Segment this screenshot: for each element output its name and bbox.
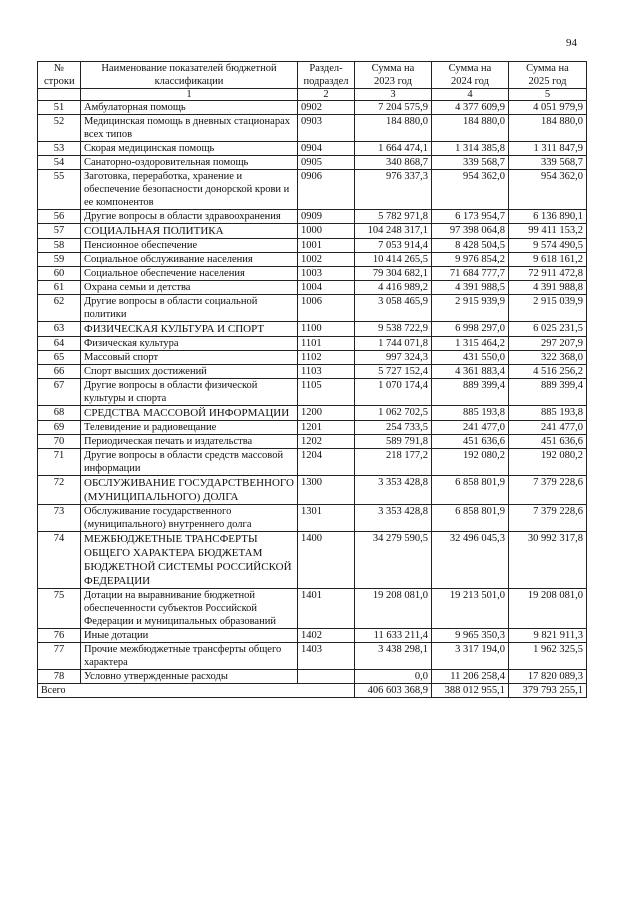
row-sum-2024: 8 428 504,5 bbox=[432, 239, 509, 253]
row-sum-2023: 11 633 211,4 bbox=[355, 629, 432, 643]
row-name: Другие вопросы в области социальной политики bbox=[81, 295, 298, 322]
row-sum-2023: 34 279 590,5 bbox=[355, 532, 432, 589]
row-sum-2024: 431 550,0 bbox=[432, 351, 509, 365]
row-sum-2025: 9 618 161,2 bbox=[509, 253, 587, 267]
row-number: 72 bbox=[38, 476, 81, 505]
row-section-code: 1402 bbox=[298, 629, 355, 643]
row-sum-2025: 6 025 231,5 bbox=[509, 322, 587, 337]
table-row bbox=[38, 322, 587, 337]
row-sum-2023: 1 062 702,5 bbox=[355, 406, 432, 421]
row-name: Санаторно-оздоровительная помощь bbox=[81, 156, 298, 170]
row-sum-2024: 9 976 854,2 bbox=[432, 253, 509, 267]
row-sum-2023: 5 727 152,4 bbox=[355, 365, 432, 379]
row-sum-2023: 3 353 428,8 bbox=[355, 505, 432, 532]
row-sum-2025: 19 208 081,0 bbox=[509, 589, 587, 629]
row-sum-2023: 589 791,8 bbox=[355, 435, 432, 449]
row-sum-2024: 451 636,6 bbox=[432, 435, 509, 449]
table-row bbox=[38, 295, 587, 322]
row-number: 63 bbox=[38, 322, 81, 337]
budget-table bbox=[37, 61, 587, 698]
row-sum-2024: 32 496 045,3 bbox=[432, 532, 509, 589]
row-section-code: 1400 bbox=[298, 532, 355, 589]
table-row bbox=[38, 115, 587, 142]
row-sum-2024: 11 206 258,4 bbox=[432, 670, 509, 684]
row-sum-2025: 72 911 472,8 bbox=[509, 267, 587, 281]
row-sum-2024: 241 477,0 bbox=[432, 421, 509, 435]
row-number: 77 bbox=[38, 643, 81, 670]
row-section-code: 1006 bbox=[298, 295, 355, 322]
row-name: Социальное обеспечение населения bbox=[81, 267, 298, 281]
table-row bbox=[38, 589, 587, 629]
header-num-5: 5 bbox=[509, 89, 587, 101]
row-name: Скорая медицинская помощь bbox=[81, 142, 298, 156]
total-row bbox=[38, 684, 587, 698]
row-sum-2024: 6 998 297,0 bbox=[432, 322, 509, 337]
row-section-code: 1003 bbox=[298, 267, 355, 281]
row-sum-2023: 5 782 971,8 bbox=[355, 210, 432, 224]
row-section-code: 1201 bbox=[298, 421, 355, 435]
row-section-code: 1102 bbox=[298, 351, 355, 365]
row-sum-2024: 885 193,8 bbox=[432, 406, 509, 421]
row-sum-2025: 2 915 039,9 bbox=[509, 295, 587, 322]
table-row bbox=[38, 476, 587, 505]
row-sum-2024: 4 391 988,5 bbox=[432, 281, 509, 295]
row-section-code: 0909 bbox=[298, 210, 355, 224]
row-sum-2025: 9 821 911,3 bbox=[509, 629, 587, 643]
row-name: Социальное обслуживание населения bbox=[81, 253, 298, 267]
table-body bbox=[38, 101, 587, 684]
row-name: ОБСЛУЖИВАНИЕ ГОСУДАРСТВЕННОГО (МУНИЦИПАЛЬНОГО) ДОЛГА bbox=[81, 476, 298, 505]
row-sum-2024: 192 080,2 bbox=[432, 449, 509, 476]
row-sum-2023: 1 664 474,1 bbox=[355, 142, 432, 156]
row-number: 56 bbox=[38, 210, 81, 224]
table-row bbox=[38, 406, 587, 421]
row-section-code: 1200 bbox=[298, 406, 355, 421]
table-row bbox=[38, 379, 587, 406]
table-row bbox=[38, 253, 587, 267]
row-section-code: 1101 bbox=[298, 337, 355, 351]
row-number: 75 bbox=[38, 589, 81, 629]
table-row bbox=[38, 156, 587, 170]
header-row bbox=[38, 62, 587, 89]
header-num-4: 4 bbox=[432, 89, 509, 101]
row-name: Другие вопросы в области здравоохранения bbox=[81, 210, 298, 224]
row-sum-2024: 19 213 501,0 bbox=[432, 589, 509, 629]
row-sum-2023: 1 070 174,4 bbox=[355, 379, 432, 406]
page-number: 94 bbox=[566, 37, 577, 49]
table-row bbox=[38, 449, 587, 476]
row-sum-2025: 6 136 890,1 bbox=[509, 210, 587, 224]
row-sum-2024: 2 915 939,9 bbox=[432, 295, 509, 322]
row-section-code: 1002 bbox=[298, 253, 355, 267]
row-sum-2023: 254 733,5 bbox=[355, 421, 432, 435]
row-number: 52 bbox=[38, 115, 81, 142]
header-num-2: 2 bbox=[298, 89, 355, 101]
row-number: 62 bbox=[38, 295, 81, 322]
row-number: 61 bbox=[38, 281, 81, 295]
table-row bbox=[38, 142, 587, 156]
header-sum-2025: Сумма на 2025 год bbox=[509, 62, 587, 89]
row-number: 64 bbox=[38, 337, 81, 351]
row-number: 76 bbox=[38, 629, 81, 643]
row-section-code: 0904 bbox=[298, 142, 355, 156]
row-name: Заготовка, переработка, хранение и обеспечение безопасности донорской крови и ее компонентов bbox=[81, 170, 298, 210]
row-sum-2023: 19 208 081,0 bbox=[355, 589, 432, 629]
row-sum-2025: 297 207,9 bbox=[509, 337, 587, 351]
row-sum-2024: 6 858 801,9 bbox=[432, 505, 509, 532]
row-sum-2025: 4 051 979,9 bbox=[509, 101, 587, 115]
row-number: 54 bbox=[38, 156, 81, 170]
row-number: 53 bbox=[38, 142, 81, 156]
row-section-code: 1000 bbox=[298, 224, 355, 239]
row-sum-2023: 10 414 265,5 bbox=[355, 253, 432, 267]
row-name: Телевидение и радиовещание bbox=[81, 421, 298, 435]
row-sum-2025: 241 477,0 bbox=[509, 421, 587, 435]
header-num-1: 1 bbox=[81, 89, 298, 101]
row-name: Дотации на выравнивание бюджетной обеспеченности субъектов Российской Федерации и муниципальных образований bbox=[81, 589, 298, 629]
row-section-code: 1103 bbox=[298, 365, 355, 379]
row-sum-2024: 954 362,0 bbox=[432, 170, 509, 210]
row-sum-2025: 99 411 153,2 bbox=[509, 224, 587, 239]
row-sum-2025: 889 399,4 bbox=[509, 379, 587, 406]
row-section-code: 0906 bbox=[298, 170, 355, 210]
total-sum-2025: 379 793 255,1 bbox=[509, 684, 587, 698]
row-sum-2024: 889 399,4 bbox=[432, 379, 509, 406]
row-name: Массовый спорт bbox=[81, 351, 298, 365]
table-row bbox=[38, 281, 587, 295]
row-sum-2024: 4 377 609,9 bbox=[432, 101, 509, 115]
row-sum-2023: 0,0 bbox=[355, 670, 432, 684]
row-section-code: 1401 bbox=[298, 589, 355, 629]
row-sum-2025: 885 193,8 bbox=[509, 406, 587, 421]
row-sum-2024: 71 684 777,7 bbox=[432, 267, 509, 281]
row-section-code bbox=[298, 670, 355, 684]
table-row bbox=[38, 643, 587, 670]
row-sum-2024: 6 858 801,9 bbox=[432, 476, 509, 505]
row-sum-2023: 104 248 317,1 bbox=[355, 224, 432, 239]
table-row bbox=[38, 629, 587, 643]
row-number: 59 bbox=[38, 253, 81, 267]
row-number: 68 bbox=[38, 406, 81, 421]
row-sum-2024: 9 965 350,3 bbox=[432, 629, 509, 643]
table-row bbox=[38, 210, 587, 224]
row-sum-2024: 4 361 883,4 bbox=[432, 365, 509, 379]
row-sum-2025: 1 962 325,5 bbox=[509, 643, 587, 670]
row-section-code: 0902 bbox=[298, 101, 355, 115]
row-sum-2023: 9 538 722,9 bbox=[355, 322, 432, 337]
row-sum-2025: 339 568,7 bbox=[509, 156, 587, 170]
row-number: 74 bbox=[38, 532, 81, 589]
row-number: 69 bbox=[38, 421, 81, 435]
row-number: 51 bbox=[38, 101, 81, 115]
row-name: Иные дотации bbox=[81, 629, 298, 643]
row-section-code: 1403 bbox=[298, 643, 355, 670]
table-row bbox=[38, 224, 587, 239]
row-name: Спорт высших достижений bbox=[81, 365, 298, 379]
row-number: 66 bbox=[38, 365, 81, 379]
table-row bbox=[38, 670, 587, 684]
row-sum-2025: 1 311 847,9 bbox=[509, 142, 587, 156]
row-sum-2025: 4 516 256,2 bbox=[509, 365, 587, 379]
row-sum-2024: 97 398 064,8 bbox=[432, 224, 509, 239]
row-number: 78 bbox=[38, 670, 81, 684]
row-sum-2023: 7 053 914,4 bbox=[355, 239, 432, 253]
row-number: 58 bbox=[38, 239, 81, 253]
row-sum-2025: 184 880,0 bbox=[509, 115, 587, 142]
row-sum-2023: 218 177,2 bbox=[355, 449, 432, 476]
row-sum-2024: 1 314 385,8 bbox=[432, 142, 509, 156]
row-sum-2023: 1 744 071,8 bbox=[355, 337, 432, 351]
row-number: 67 bbox=[38, 379, 81, 406]
row-sum-2025: 451 636,6 bbox=[509, 435, 587, 449]
row-number: 65 bbox=[38, 351, 81, 365]
row-section-code: 1202 bbox=[298, 435, 355, 449]
table-row bbox=[38, 532, 587, 589]
row-section-code: 1301 bbox=[298, 505, 355, 532]
row-section-code: 1105 bbox=[298, 379, 355, 406]
row-number: 55 bbox=[38, 170, 81, 210]
row-sum-2025: 4 391 988,8 bbox=[509, 281, 587, 295]
row-sum-2023: 7 204 575,9 bbox=[355, 101, 432, 115]
row-name: ФИЗИЧЕСКАЯ КУЛЬТУРА И СПОРТ bbox=[81, 322, 298, 337]
row-number: 57 bbox=[38, 224, 81, 239]
row-name: СРЕДСТВА МАССОВОЙ ИНФОРМАЦИИ bbox=[81, 406, 298, 421]
row-name: Другие вопросы в области физической культуры и спорта bbox=[81, 379, 298, 406]
row-name: Пенсионное обеспечение bbox=[81, 239, 298, 253]
row-sum-2024: 339 568,7 bbox=[432, 156, 509, 170]
row-section-code: 1100 bbox=[298, 322, 355, 337]
header-num-1 bbox=[38, 89, 81, 101]
row-name: Амбулаторная помощь bbox=[81, 101, 298, 115]
total-sum-2024: 388 012 955,1 bbox=[432, 684, 509, 698]
row-sum-2025: 954 362,0 bbox=[509, 170, 587, 210]
row-section-code: 0903 bbox=[298, 115, 355, 142]
row-sum-2025: 17 820 089,3 bbox=[509, 670, 587, 684]
row-number: 60 bbox=[38, 267, 81, 281]
row-sum-2023: 4 416 989,2 bbox=[355, 281, 432, 295]
row-section-code: 0905 bbox=[298, 156, 355, 170]
row-name: Медицинская помощь в дневных стационарах всех типов bbox=[81, 115, 298, 142]
row-section-code: 1001 bbox=[298, 239, 355, 253]
row-sum-2025: 30 992 317,8 bbox=[509, 532, 587, 589]
row-name: Другие вопросы в области средств массовой информации bbox=[81, 449, 298, 476]
row-section-code: 1204 bbox=[298, 449, 355, 476]
total-sum-2023: 406 603 368,9 bbox=[355, 684, 432, 698]
table-row bbox=[38, 421, 587, 435]
total-label: Всего bbox=[38, 684, 355, 698]
row-sum-2023: 79 304 682,1 bbox=[355, 267, 432, 281]
row-sum-2023: 976 337,3 bbox=[355, 170, 432, 210]
header-sum-2023: Сумма на 2023 год bbox=[355, 62, 432, 89]
row-sum-2023: 3 438 298,1 bbox=[355, 643, 432, 670]
header-name: Наименование показателей бюджетной классификации bbox=[81, 62, 298, 89]
row-sum-2024: 1 315 464,2 bbox=[432, 337, 509, 351]
row-number: 73 bbox=[38, 505, 81, 532]
header-no: № строки bbox=[38, 62, 81, 89]
row-number: 70 bbox=[38, 435, 81, 449]
row-sum-2024: 6 173 954,7 bbox=[432, 210, 509, 224]
row-name: Обслуживание государственного (муниципального) внутреннего долга bbox=[81, 505, 298, 532]
row-name: Охрана семьи и детства bbox=[81, 281, 298, 295]
table-row bbox=[38, 337, 587, 351]
table-row bbox=[38, 239, 587, 253]
header-sum-2024: Сумма на 2024 год bbox=[432, 62, 509, 89]
table-row bbox=[38, 351, 587, 365]
table-row bbox=[38, 170, 587, 210]
row-name: Условно утвержденные расходы bbox=[81, 670, 298, 684]
header-num-3: 3 bbox=[355, 89, 432, 101]
row-sum-2024: 3 317 194,0 bbox=[432, 643, 509, 670]
row-sum-2025: 7 379 228,6 bbox=[509, 476, 587, 505]
table-row bbox=[38, 267, 587, 281]
row-sum-2023: 184 880,0 bbox=[355, 115, 432, 142]
header-section: Раздел-подраздел bbox=[298, 62, 355, 89]
row-number: 71 bbox=[38, 449, 81, 476]
row-sum-2025: 192 080,2 bbox=[509, 449, 587, 476]
row-sum-2023: 3 058 465,9 bbox=[355, 295, 432, 322]
table-row bbox=[38, 505, 587, 532]
row-sum-2023: 340 868,7 bbox=[355, 156, 432, 170]
row-sum-2024: 184 880,0 bbox=[432, 115, 509, 142]
row-name: СОЦИАЛЬНАЯ ПОЛИТИКА bbox=[81, 224, 298, 239]
table-row bbox=[38, 365, 587, 379]
row-name: Периодическая печать и издательства bbox=[81, 435, 298, 449]
table-row bbox=[38, 101, 587, 115]
row-sum-2023: 3 353 428,8 bbox=[355, 476, 432, 505]
row-sum-2025: 9 574 490,5 bbox=[509, 239, 587, 253]
header-numbers-row bbox=[38, 89, 587, 101]
row-sum-2025: 322 368,0 bbox=[509, 351, 587, 365]
row-name: МЕЖБЮДЖЕТНЫЕ ТРАНСФЕРТЫ ОБЩЕГО ХАРАКТЕРА БЮДЖЕТАМ БЮДЖЕТНОЙ СИСТЕМЫ РОССИЙСКОЙ ФЕДЕРАЦИИ bbox=[81, 532, 298, 589]
row-section-code: 1300 bbox=[298, 476, 355, 505]
row-sum-2023: 997 324,3 bbox=[355, 351, 432, 365]
row-name: Физическая культура bbox=[81, 337, 298, 351]
table-row bbox=[38, 435, 587, 449]
row-name: Прочие межбюджетные трансферты общего характера bbox=[81, 643, 298, 670]
row-section-code: 1004 bbox=[298, 281, 355, 295]
row-sum-2025: 7 379 228,6 bbox=[509, 505, 587, 532]
